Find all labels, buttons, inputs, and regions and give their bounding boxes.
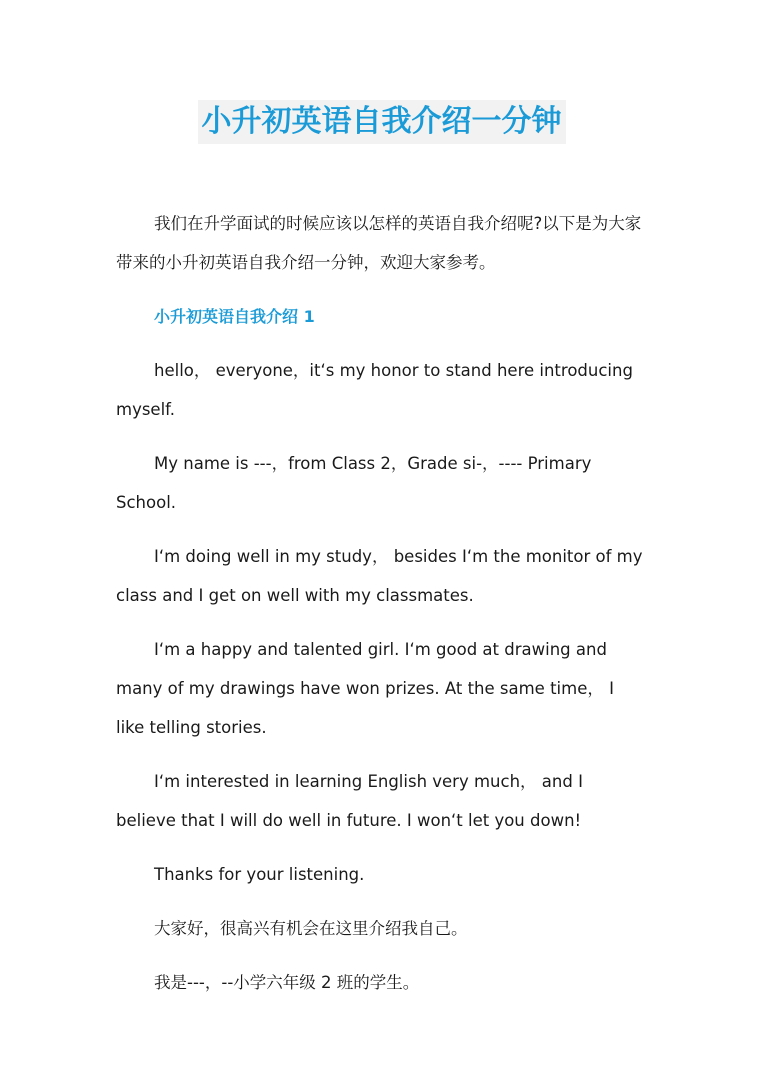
page-title: 小升初英语自我介绍一分钟: [198, 100, 566, 144]
paragraph: I‘m interested in learning English very much， and I believe that I will do well in future. I won‘t let you down!: [116, 772, 583, 830]
title-container: [0, 100, 763, 144]
section-heading: 小升初英语自我介绍 1: [154, 307, 315, 326]
intro-paragraph: 我们在升学面试的时候应该以怎样的英语自我介绍呢?以下是为大家带来的小升初英语自我介绍一分钟，欢迎大家参考。: [116, 214, 642, 272]
paragraph: hello， everyone，it‘s my honor to stand here introducing myself.: [116, 361, 633, 419]
paragraph: I‘m doing well in my study， besides I‘m the monitor of my class and I get on well with my classmates.: [116, 547, 643, 605]
paragraph: Thanks for your listening.: [154, 865, 365, 884]
paragraph: 大家好，很高兴有机会在这里介绍我自己。: [154, 919, 468, 938]
paragraph: I‘m a happy and talented girl. I‘m good at drawing and many of my drawings have won prizes. At the same time， I like telling stories.: [116, 640, 614, 737]
document-body: [116, 204, 646, 1002]
paragraph: 我是---，--小学六年级 2 班的学生。: [154, 973, 420, 992]
paragraph: My name is ---，from Class 2，Grade si-，---- Primary School.: [116, 454, 592, 512]
